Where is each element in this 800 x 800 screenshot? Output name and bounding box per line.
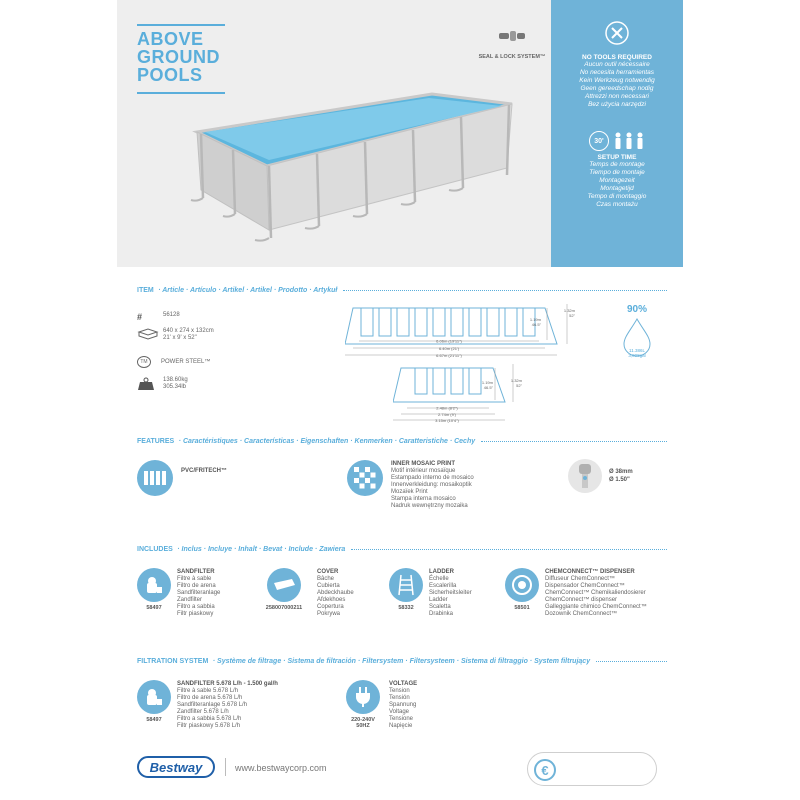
no-tools-translations: Aucun outil nécessaire No necesita herramientas Kein Werkzeug notwendig Geen gereedschap nodig Attrezzi non necessari Bez użycia narzędzi	[579, 61, 655, 108]
website-link[interactable]: www.bestwaycorp.com	[235, 763, 327, 773]
filtration-code: 58497	[146, 717, 162, 723]
no-tools-icon	[604, 20, 630, 46]
dimensions-imperial: 21' x 9' x 52"	[163, 335, 197, 341]
side-depth-inner-imperial: 46.5"	[483, 385, 493, 390]
title-line: ABOVE	[137, 29, 204, 49]
fill-percent: 90%	[626, 304, 647, 315]
side-depth-outer-imperial: 52"	[516, 383, 522, 388]
hero-banner	[117, 0, 683, 267]
include-code: 58497	[146, 605, 162, 611]
include-code: 258007000211	[265, 605, 303, 611]
chemconnect-icon	[505, 568, 539, 602]
timer-icon: 30'	[589, 131, 609, 151]
filtration-section-header: FILTRATION SYSTEM · Système de filtrage · Sistema de filtración · Filtersystem · Filtersysteem · Sistema di filtraggio · System filtrujący	[137, 655, 667, 667]
ladder-icon	[389, 568, 423, 602]
setup-icons	[551, 131, 683, 151]
top-depth-inner-metric: 1.19m	[529, 317, 541, 322]
sandfilter-icon	[137, 568, 171, 602]
pvc-label: PVC/FRITECH™	[181, 468, 228, 474]
cover-icon	[267, 568, 301, 602]
feature-pvc	[137, 460, 227, 496]
no-tools-heading: NO TOOLS REQUIRED	[582, 54, 652, 61]
side-dim-1: 2.48m (8'2")	[436, 405, 458, 411]
dimensions-row	[137, 328, 214, 342]
pvc-material-icon	[137, 460, 173, 496]
top-depth-outer-imperial: 52"	[569, 313, 575, 318]
title-rule-top	[137, 24, 225, 26]
side-view-diagram	[393, 362, 523, 432]
include-heading: LADDER	[429, 569, 454, 575]
sandfilter-icon	[137, 680, 171, 714]
top-view-diagram	[345, 298, 577, 368]
plug-icon	[346, 680, 380, 714]
dimensions-metric: 640 x 274 x 132cm	[163, 328, 214, 334]
top-dim-3: 6.67m (21'11")	[436, 353, 462, 358]
includes-section-header: INCLUDES · Inclus · Incluye · Inhalt · Bevat · Include · Zawiera	[137, 543, 667, 555]
seal-lock-label: SEAL & LOCK SYSTEM™	[478, 54, 546, 60]
hose-diameter-imperial: Ø 1.50"	[609, 477, 630, 483]
item-code: 56128	[163, 312, 180, 318]
title-line: POOLS	[137, 65, 203, 85]
frame-row	[137, 356, 210, 368]
hash-icon: #	[137, 312, 143, 322]
title-line: GROUND	[137, 47, 220, 67]
item-section-header: ITEM · Article · Artículo · Artikel · Artikel · Prodotto · Artykuł	[137, 284, 667, 296]
bestway-logo: Bestway	[137, 756, 215, 778]
fill-level	[617, 304, 657, 362]
people-icon	[613, 131, 645, 151]
top-dim-1: 6.06m (19'11")	[436, 338, 462, 344]
include-ladder: 58332 LADDER Échelle Escalerilla Sicherheitsleiter Ladder Scaletta Drabinka	[387, 568, 472, 618]
include-sandfilter: 58497 SANDFILTER Filtre à sable Filtro de arena Sandfilteranlage Zandfilter Filtro a sabbia Filtr piaskowy	[135, 568, 220, 618]
feature-mosaic: INNER MOSAIC PRINT Motif intérieur mosaïque Estampado interno de mosaico Innenverkleidung: mosaikoptik Mozaïek Print Stampa interna mosaico Nadruk wewnętrzny mozaika	[347, 460, 474, 510]
include-heading: COVER	[317, 569, 339, 575]
weight-imperial: 305.34lb	[163, 384, 187, 390]
filtration-voltage: 220-240V 50HZ VOLTAGE Tension Tensión Spannung Voltage Tensione Napięcie	[343, 680, 417, 730]
side-depth-outer-metric: 1.32m	[510, 378, 522, 383]
trademark-icon: TM	[137, 356, 151, 368]
feature-hose	[567, 458, 633, 494]
seal-lock-icon	[497, 26, 527, 46]
top-dim-2: 6.40m (21')	[438, 346, 460, 351]
pool-image	[157, 80, 517, 255]
fill-capacity: 11.386L 3,008gal	[628, 348, 646, 358]
include-code: 58501	[514, 605, 530, 611]
setup-heading: SETUP TIME	[597, 154, 637, 161]
weight-metric: 138.60kg	[163, 377, 188, 383]
weight-icon	[137, 377, 155, 391]
include-cover: 258007000211 COVER Bâche Cubierta Abdeckhaube Afdekhoes Copertura Pokrywa	[255, 568, 354, 618]
footer-divider	[225, 758, 226, 776]
voltage-heading: VOLTAGE	[389, 681, 418, 687]
frame-type: POWER STEEL™	[161, 358, 211, 365]
price-box	[527, 752, 657, 786]
seal-lock-feature	[467, 26, 557, 60]
features-section-header: FEATURES · Caractéristiques · Características · Eigenschaften · Kenmerken · Caratteristiche · Cechy	[137, 435, 667, 447]
voltage-value: 220-240V 50HZ	[351, 717, 375, 729]
include-code: 58332	[398, 605, 414, 611]
side-dim-3: 3.15m (10'4")	[435, 418, 459, 423]
mosaic-heading: INNER MOSAIC PRINT	[391, 461, 456, 467]
side-dim-2: 2.74m (9')	[438, 412, 456, 417]
side-depth-inner-metric: 1.19m	[481, 380, 493, 385]
filtration-heading: SANDFILTER 5.678 L/h - 1.500 gal/h	[177, 681, 278, 687]
weight-row	[137, 377, 188, 391]
filtration-sandfilter: 58497 SANDFILTER 5.678 L/h - 1.500 gal/h Filtre à sable 5.678 L/h Filtro de arena 5.678 L/h Sandfilteranlage 5.678 L/h Zandfilter 5.678 L/h Filtro a sabbia 5.678 L/h Filtr piaskowy 5.678 L/h	[135, 680, 278, 730]
hose-diameter-metric: Ø 38mm	[609, 469, 633, 475]
include-chemconnect: 58501 CHEMCONNECT™ DISPENSER Diffuseur ChemConnect™ Dispensador ChemConnect™ ChemConnect™ Chemikaliendosierer ChemConnect™ dispenser Galleggiante chimico ChemConnect™ Dozownik ChemConnect™	[503, 568, 647, 618]
setup-translations: Temps de montage Tiempo de montaje Montagezeit Montagetijd Tempo di montaggio Czas montażu	[587, 161, 647, 208]
dimensions-icon	[137, 328, 159, 340]
top-depth-inner-imperial: 46.5"	[531, 322, 541, 327]
include-heading: SANDFILTER	[177, 569, 215, 575]
product-sheet	[117, 0, 683, 800]
hero-title	[137, 30, 220, 84]
item-code-row	[137, 312, 180, 322]
feature-panel	[551, 0, 683, 267]
top-depth-outer-metric: 1.32m	[563, 308, 575, 313]
mosaic-pattern-icon	[347, 460, 383, 496]
include-heading: CHEMCONNECT™ DISPENSER	[545, 569, 635, 575]
hose-connector-icon	[567, 458, 603, 494]
euro-icon: €	[534, 759, 556, 781]
